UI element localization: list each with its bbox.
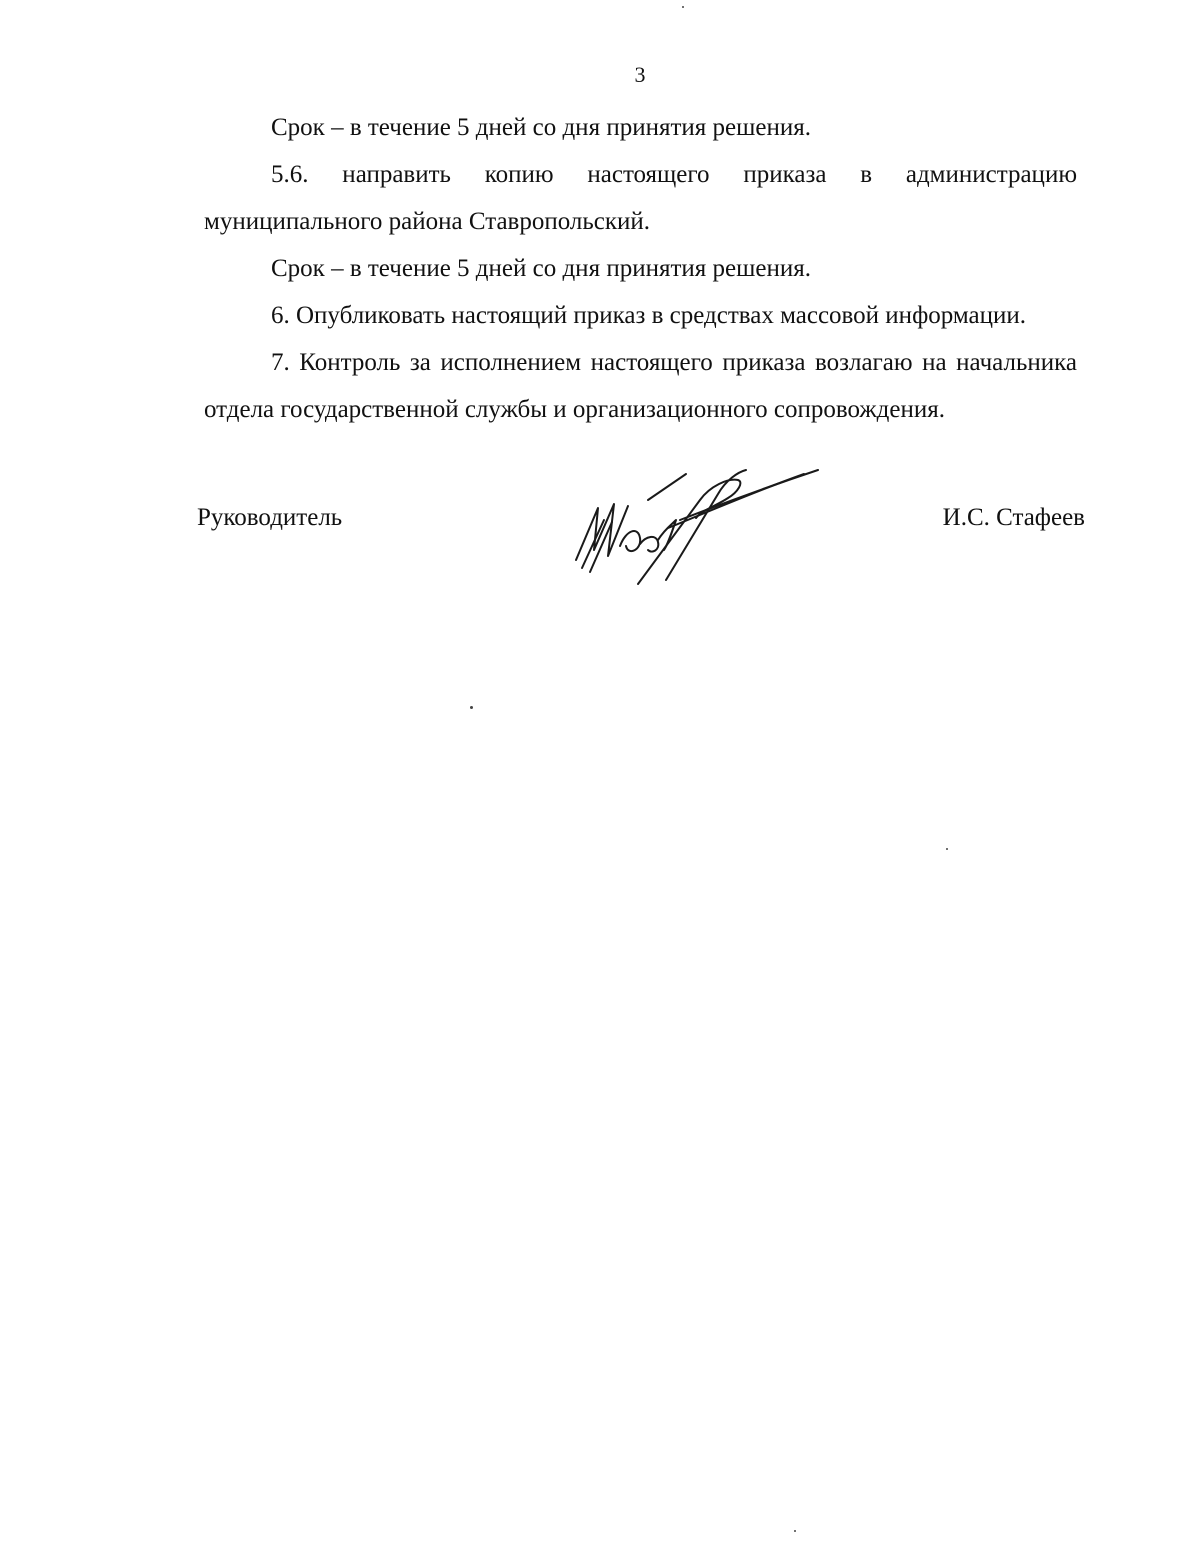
- signatory-position: Руководитель: [197, 504, 343, 531]
- paragraph-deadline-1: Срок – в течение 5 дней со дня принятия решения.: [271, 114, 811, 141]
- document-body: [204, 104, 1077, 433]
- page-number: 3: [634, 62, 646, 87]
- scan-speck: [794, 1530, 796, 1532]
- paragraph-deadline-2: Срок – в течение 5 дней со дня принятия решения.: [271, 255, 811, 282]
- paragraph-5-6: 5.6. направить копию настоящего приказа в администрацию муниципального района Ставропольский.: [204, 161, 1077, 235]
- scan-speck: [470, 706, 473, 709]
- paragraph-6: 6. Опубликовать настоящий приказ в средствах массовой информации.: [271, 302, 1027, 329]
- handwritten-signature-icon: [568, 460, 828, 590]
- paragraph-7: 7. Контроль за исполнением настоящего приказа возлагаю на начальника отдела государственной службы и организационного сопровождения.: [204, 349, 1077, 423]
- signatory-name: И.С. Стафеев: [942, 504, 1085, 531]
- scan-speck: [682, 6, 684, 8]
- scan-speck: [946, 848, 948, 850]
